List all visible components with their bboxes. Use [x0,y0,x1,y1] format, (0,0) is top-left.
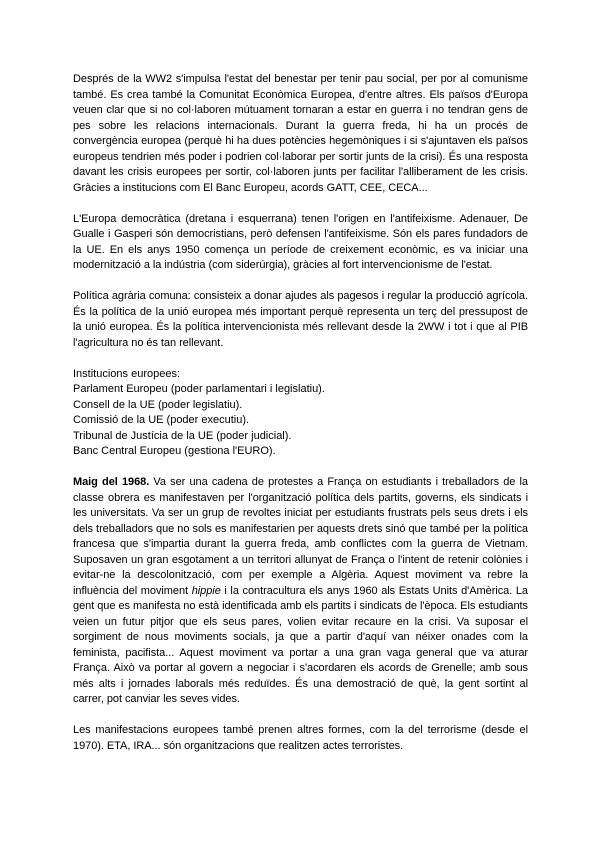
institutions-list [73,367,528,460]
paragraph-may-1968 [73,475,528,708]
institution-item: Banc Central Europeu (gestiona l'EURO). [73,445,276,457]
institution-item: Parlament Europeu (poder parlamentari i legislatiu). [73,383,325,395]
institution-item: Tribunal de Justícia de la UE (poder judicial). [73,429,292,442]
may-1968-text-a: Va ser una cadena de protestes a França on estudiants i treballadors de la classe obrera es manifestaven per l'organització política dels partits, governs, els sindicats i les universitats. Va ser un grup de revoltes iniciat per estudiants frustrats pels seus drets i els dels treballadors que no sols es manifestarien per aquests drets sinó que també per la política francesa que s'impartia durant la guerra freda, amb conflictes com la guerra de Vietnam. Suposaven un gran esgotament a un territori allunyat de França o l'intent de retenir colònies i evitar-ne la descolonització, com per exemple a Algèria. Aquest moviment va rebre la influència del moviment [73,476,528,597]
paragraph-common-agricultural-policy: Política agrària comuna: consisteix a donar ajudes als pagesos i regular la producció agrícola. És la política de la unió europea més important perquè representa un terç del pressupost de la unió europea. És la política intervencionista més rellevant desde la 2WW i tot i que al PIB l'agricultura no és tan rellevant. [73,290,528,349]
paragraph-democratic-europe: L'Europa democràtica (dretana i esquerrana) tenen l'origen en l'antifeixisme. Adenauer, De Gualle i Gasperi són democristians, però defensen l'antifeixisme. Són els pares fundadors de la UE. En els anys 1950 comença un període de creixement econòmic, es va iniciar una modernització a la indústria (com siderúrgia), gràcies al fort intervencionisme de l'estat. [73,212,528,271]
hippie-term: hippie [191,584,221,597]
may-1968-heading: Maig del 1968. [73,476,150,488]
paragraph-terrorism: Les manifestacions europees també prenen altres formes, com la del terrorisme (desde el 1970). ETA, IRA... són organitzacions que realitzen actes terroristes. [73,724,528,752]
institution-item: Comissió de la UE (poder executiu). [73,414,250,426]
institutions-title: Institucions europees: [73,367,181,380]
paragraph-postwar-europe: Després de la WW2 s'impulsa l'estat del benestar per tenir pau social, per por al comunisme també. Es crea també la Comunitat Econòmica Europea, d'entre altres. Els països d'Europa veuen clar que si no col·laboren mútuament tornaran a estar en guerra i no tendran gens de pes sobre les relacions internacionals. Durant la guerra freda, hi ha un procés de convergència europea (perquè hi ha dues potències hegemòniques i si s'ajuntaven els països europeus tendrien més poder i podrien col·laborar per sortir junts de la crisi). És una resposta davant les crisis europees per sortir, col·laboren junts per facilitar l'alliberament de les crisis. Gràcies a institucions com El Banc Europeu, acords GATT, CEE, CECA... [73,73,528,194]
institution-item: Consell de la UE (poder legislatiu). [73,398,243,411]
may-1968-text-b: i la contracultura els anys 1960 als Estats Units d'Amèrica. La gent que es manifesta no està identificada amb els partits i sindicats de l'època. Els estudiants veien un futur pitjor que els seus pares, volien evitar recaure en la crisi. Va suposar el sorgiment de nous moviments socials, ja que a partir d'aquí van néixer onades com la feminista, pacifista... Aquest moviment va portar a una gran vaga general que va aturar França. Això va portar al govern a negociar i s'acordaren els acords de Grenelle; amb sous més alts i jornades laborals més reduïdes. És una demostració de què, la gent sortint al carrer, pot canviar les seves vides. [73,584,528,705]
